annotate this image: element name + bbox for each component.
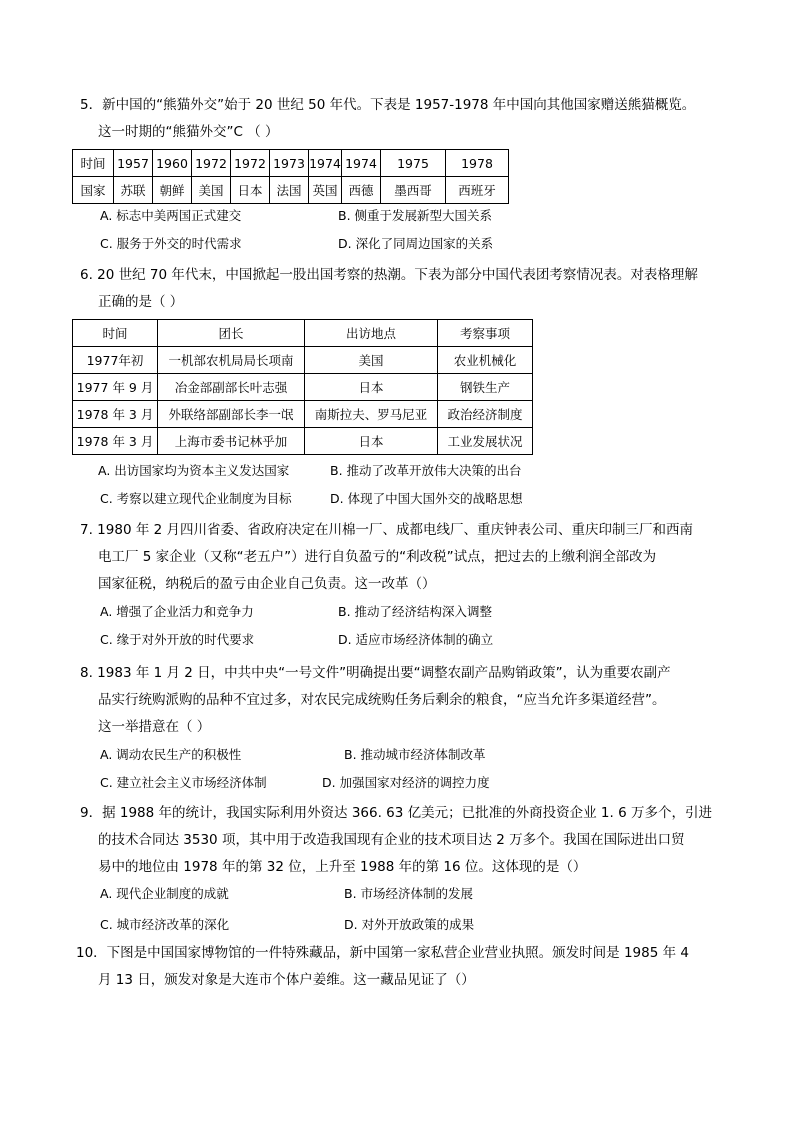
q8-stem-line1: 8. 1983 年 1 月 2 日，中共中央“一号文件”明确提出要“调整农副产品购销政策”，认为重要农副产 [80,665,671,681]
q6-stem-line2: 正确的是（ ） [98,294,184,310]
table-row [73,150,509,177]
table-cell: 一机部农机局局长项南 [158,347,305,374]
q6-option-d[interactable]: D. 体现了中国大国外交的战略思想 [330,491,523,506]
q9-option-c[interactable]: C. 城市经济改革的深化 [100,917,230,932]
table-row [73,347,533,374]
table-header-cell: 出访地点 [305,320,438,347]
q9-stem-line1: 9．据 1988 年的统计，我国实际利用外资达 366. 63 亿美元；已批准的外商投资企业 1. 6 万多个，引进 [80,805,712,821]
q7-option-a[interactable]: A. 增强了企业活力和竞争力 [100,604,254,619]
table-row [73,374,533,401]
q9-stem-line3: 易中的地位由 1978 年的第 32 位，上升至 1988 年的第 16 位。这体现的是（） [98,859,587,875]
q5-table [72,149,509,204]
table-cell: 1977 年 9 月 [73,374,158,401]
q5-option-a[interactable]: A. 标志中美两国正式建交 [100,208,242,223]
q9-option-a[interactable]: A. 现代企业制度的成就 [100,886,229,901]
q9-option-b[interactable]: B. 市场经济体制的发展 [344,886,474,901]
q5-stem-line1: 5．新中国的“熊猫外交”始于 20 世纪 50 年代。下表是 1957-1978 年中国向其他国家赠送熊猫概览。 [80,97,696,113]
table-row [73,177,509,204]
q9-option-d[interactable]: D. 对外开放政策的成果 [344,917,475,932]
year-cell: 1960 [153,150,192,177]
table-row [73,320,533,347]
q7-option-d[interactable]: D. 适应市场经济体制的确立 [338,632,494,647]
q6-option-c[interactable]: C. 考察以建立现代企业制度为目标 [100,491,292,506]
year-cell: 1972 [192,150,231,177]
q5-stem-line2: 这一时期的“熊猫外交”C （ ） [98,124,279,140]
table-cell: 政治经济制度 [438,401,533,428]
q5-option-c[interactable]: C. 服务于外交的时代需求 [100,236,242,251]
q6-stem-line1: 6. 20 世纪 70 年代末，中国掀起一股出国考察的热潮。下表为部分中国代表团考察情况表。对表格理解 [80,267,698,283]
q7-stem-line3: 国家征税，纳税后的盈亏由企业自己负责。这一改革（） [98,576,436,592]
table-cell: 农业机械化 [438,347,533,374]
year-cell: 1974 [342,150,381,177]
q7-stem-line2: 电工厂 5 家企业（又称“老五户”）进行自负盈亏的“利改税”试点，把过去的上缴利润全部改为 [98,549,657,565]
q8-option-b[interactable]: B. 推动城市经济体制改革 [344,747,486,762]
table-header-cell: 时间 [73,150,114,177]
table-header-cell: 国家 [73,177,114,204]
table-cell: 日本 [305,374,438,401]
table-cell: 1978 年 3 月 [73,428,158,455]
q8-option-c[interactable]: C. 建立社会主义市场经济体制 [100,775,267,790]
year-cell: 1978 [446,150,509,177]
year-cell: 1974 [309,150,342,177]
year-cell: 1975 [381,150,446,177]
q8-stem-line3: 这一举措意在（ ） [98,719,211,735]
table-cell: 南斯拉夫、罗马尼亚 [305,401,438,428]
table-row [73,428,533,455]
q6-option-a[interactable]: A. 出访国家均为资本主义发达国家 [98,463,290,478]
table-cell: 工业发展状况 [438,428,533,455]
q7-option-b[interactable]: B. 推动了经济结构深入调整 [338,604,493,619]
table-cell: 外联络部副部长李一氓 [158,401,305,428]
q9-stem-line2: 的技术合同达 3530 项，其中用于改造我国现有企业的技术项目达 2 万多个。我国在国际进出口贸 [98,832,685,848]
country-cell: 苏联 [114,177,153,204]
q8-option-d[interactable]: D. 加强国家对经济的调控力度 [322,775,490,790]
q5-option-d[interactable]: D. 深化了同周边国家的关系 [338,236,494,251]
country-cell: 朝鲜 [153,177,192,204]
table-cell: 1977年初 [73,347,158,374]
q7-option-c[interactable]: C. 缘于对外开放的时代要求 [100,632,255,647]
year-cell: 1957 [114,150,153,177]
table-cell: 1978 年 3 月 [73,401,158,428]
country-cell: 美国 [192,177,231,204]
q5-option-b[interactable]: B. 侧重于发展新型大国关系 [338,208,493,223]
table-header-cell: 考察事项 [438,320,533,347]
table-cell: 钢铁生产 [438,374,533,401]
q6-table [72,319,533,455]
year-cell: 1973 [270,150,309,177]
table-header-cell: 团长 [158,320,305,347]
q6-option-b[interactable]: B. 推动了改革开放伟大决策的出台 [330,463,522,478]
country-cell: 日本 [231,177,270,204]
country-cell: 法国 [270,177,309,204]
country-cell: 西班牙 [446,177,509,204]
q8-option-a[interactable]: A. 调动农民生产的积极性 [100,747,242,762]
year-cell: 1972 [231,150,270,177]
table-row [73,401,533,428]
table-cell: 美国 [305,347,438,374]
q10-stem-line1: 10．下图是中国国家博物馆的一件特殊藏品，新中国第一家私营企业营业执照。颁发时间是 1985 年 4 [76,945,689,961]
table-cell: 冶金部副部长叶志强 [158,374,305,401]
country-cell: 墨西哥 [381,177,446,204]
q10-stem-line2: 月 13 日，颁发对象是大连市个体户姜维。这一藏品见证了（） [98,972,475,988]
country-cell: 西德 [342,177,381,204]
table-header-cell: 时间 [73,320,158,347]
table-cell: 上海市委书记林乎加 [158,428,305,455]
table-cell: 日本 [305,428,438,455]
q8-stem-line2: 品实行统购派购的品种不宜过多，对农民完成统购任务后剩余的粮食，“应当允许多渠道经营”。 [98,692,666,708]
country-cell: 英国 [309,177,342,204]
q7-stem-line1: 7. 1980 年 2 月四川省委、省政府决定在川棉一厂、成都电线厂、重庆钟表公司、重庆印制三厂和西南 [80,522,693,538]
